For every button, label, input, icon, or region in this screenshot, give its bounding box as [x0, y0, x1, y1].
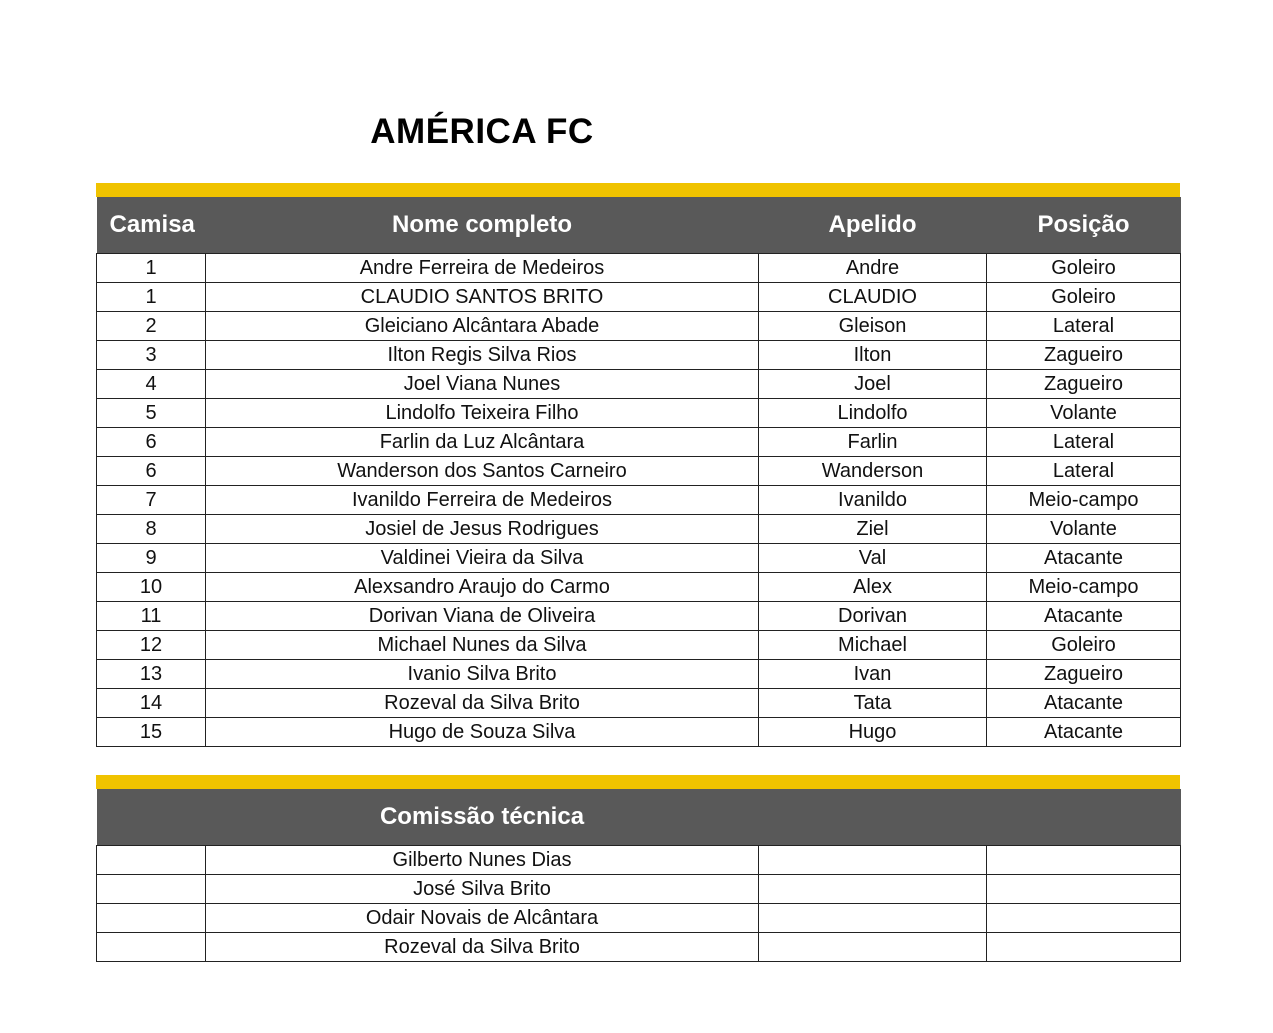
cell-camisa: 1 [97, 254, 206, 283]
cell-empty [759, 846, 987, 875]
cell-nome-completo: Michael Nunes da Silva [206, 631, 759, 660]
table-row [97, 544, 1181, 573]
cell-posicao: Atacante [987, 718, 1181, 747]
staff-header-blank [97, 789, 206, 846]
cell-empty [759, 904, 987, 933]
cell-empty [987, 846, 1181, 875]
cell-posicao: Lateral [987, 457, 1181, 486]
cell-apelido: Farlin [759, 428, 987, 457]
cell-posicao: Zagueiro [987, 341, 1181, 370]
roster-section [96, 183, 1180, 747]
cell-nome-completo: Valdinei Vieira da Silva [206, 544, 759, 573]
cell-posicao: Meio-campo [987, 486, 1181, 515]
cell-camisa: 5 [97, 399, 206, 428]
cell-apelido: Ivan [759, 660, 987, 689]
cell-nome-completo: Ivanio Silva Brito [206, 660, 759, 689]
cell-nome-completo: Hugo de Souza Silva [206, 718, 759, 747]
cell-posicao: Goleiro [987, 283, 1181, 312]
cell-apelido: Alex [759, 573, 987, 602]
cell-camisa: 10 [97, 573, 206, 602]
table-row [97, 875, 1181, 904]
cell-staff-member: Rozeval da Silva Brito [206, 933, 759, 962]
accent-bar [96, 183, 1180, 197]
cell-nome-completo: Alexsandro Araujo do Carmo [206, 573, 759, 602]
table-row [97, 283, 1181, 312]
table-row [97, 631, 1181, 660]
cell-apelido: Ziel [759, 515, 987, 544]
staff-section [96, 775, 1180, 962]
cell-apelido: Tata [759, 689, 987, 718]
cell-staff-member: Odair Novais de Alcântara [206, 904, 759, 933]
cell-apelido: Gleison [759, 312, 987, 341]
cell-camisa: 7 [97, 486, 206, 515]
table-row [97, 846, 1181, 875]
staff-header-blank [987, 789, 1181, 846]
cell-camisa: 3 [97, 341, 206, 370]
cell-nome-completo: Josiel de Jesus Rodrigues [206, 515, 759, 544]
cell-apelido: Dorivan [759, 602, 987, 631]
cell-empty [97, 875, 206, 904]
accent-bar [96, 775, 1180, 789]
cell-camisa: 12 [97, 631, 206, 660]
cell-empty [759, 875, 987, 904]
cell-apelido: Wanderson [759, 457, 987, 486]
table-row [97, 312, 1181, 341]
table-row [97, 602, 1181, 631]
cell-empty [97, 933, 206, 962]
header-apelido: Apelido [759, 197, 987, 254]
table-row [97, 660, 1181, 689]
cell-empty [97, 904, 206, 933]
cell-camisa: 13 [97, 660, 206, 689]
cell-posicao: Zagueiro [987, 660, 1181, 689]
cell-nome-completo: Lindolfo Teixeira Filho [206, 399, 759, 428]
cell-posicao: Lateral [987, 428, 1181, 457]
table-row [97, 399, 1181, 428]
cell-apelido: Joel [759, 370, 987, 399]
cell-empty [987, 904, 1181, 933]
table-row [97, 515, 1181, 544]
cell-apelido: Michael [759, 631, 987, 660]
table-row [97, 341, 1181, 370]
cell-nome-completo: Gleiciano Alcântara Abade [206, 312, 759, 341]
cell-camisa: 1 [97, 283, 206, 312]
cell-posicao: Goleiro [987, 254, 1181, 283]
header-camisa: Camisa [97, 197, 206, 254]
table-row [97, 457, 1181, 486]
cell-posicao: Zagueiro [987, 370, 1181, 399]
table-row [97, 428, 1181, 457]
table-row [97, 486, 1181, 515]
cell-nome-completo: Rozeval da Silva Brito [206, 689, 759, 718]
cell-apelido: Andre [759, 254, 987, 283]
cell-empty [97, 846, 206, 875]
cell-camisa: 4 [97, 370, 206, 399]
cell-apelido: Hugo [759, 718, 987, 747]
cell-nome-completo: Wanderson dos Santos Carneiro [206, 457, 759, 486]
cell-camisa: 8 [97, 515, 206, 544]
table-row [97, 718, 1181, 747]
cell-camisa: 15 [97, 718, 206, 747]
staff-table [96, 789, 1181, 962]
cell-posicao: Meio-campo [987, 573, 1181, 602]
cell-posicao: Volante [987, 399, 1181, 428]
cell-empty [987, 933, 1181, 962]
staff-header: Comissão técnica [206, 789, 759, 846]
cell-camisa: 6 [97, 428, 206, 457]
cell-camisa: 14 [97, 689, 206, 718]
roster-header-row [97, 197, 1181, 254]
cell-empty [987, 875, 1181, 904]
cell-posicao: Goleiro [987, 631, 1181, 660]
cell-apelido: Lindolfo [759, 399, 987, 428]
cell-posicao: Atacante [987, 602, 1181, 631]
cell-camisa: 11 [97, 602, 206, 631]
cell-nome-completo: Ilton Regis Silva Rios [206, 341, 759, 370]
cell-nome-completo: Ivanildo Ferreira de Medeiros [206, 486, 759, 515]
cell-apelido: CLAUDIO [759, 283, 987, 312]
page-title: AMÉRICA FC [370, 112, 594, 151]
staff-header-row [97, 789, 1181, 846]
cell-posicao: Lateral [987, 312, 1181, 341]
cell-posicao: Atacante [987, 689, 1181, 718]
cell-nome-completo: CLAUDIO SANTOS BRITO [206, 283, 759, 312]
cell-apelido: Ilton [759, 341, 987, 370]
table-row [97, 933, 1181, 962]
cell-staff-member: José Silva Brito [206, 875, 759, 904]
cell-nome-completo: Andre Ferreira de Medeiros [206, 254, 759, 283]
table-row [97, 254, 1181, 283]
header-posicao: Posição [987, 197, 1181, 254]
cell-staff-member: Gilberto Nunes Dias [206, 846, 759, 875]
table-row [97, 573, 1181, 602]
cell-nome-completo: Farlin da Luz Alcântara [206, 428, 759, 457]
cell-apelido: Val [759, 544, 987, 573]
staff-header-blank [759, 789, 987, 846]
cell-nome-completo: Joel Viana Nunes [206, 370, 759, 399]
header-nome-completo: Nome completo [206, 197, 759, 254]
cell-posicao: Volante [987, 515, 1181, 544]
table-row [97, 689, 1181, 718]
cell-apelido: Ivanildo [759, 486, 987, 515]
cell-posicao: Atacante [987, 544, 1181, 573]
table-row [97, 904, 1181, 933]
table-row [97, 370, 1181, 399]
roster-table [96, 197, 1181, 747]
cell-camisa: 2 [97, 312, 206, 341]
cell-nome-completo: Dorivan Viana de Oliveira [206, 602, 759, 631]
cell-camisa: 9 [97, 544, 206, 573]
cell-empty [759, 933, 987, 962]
cell-camisa: 6 [97, 457, 206, 486]
